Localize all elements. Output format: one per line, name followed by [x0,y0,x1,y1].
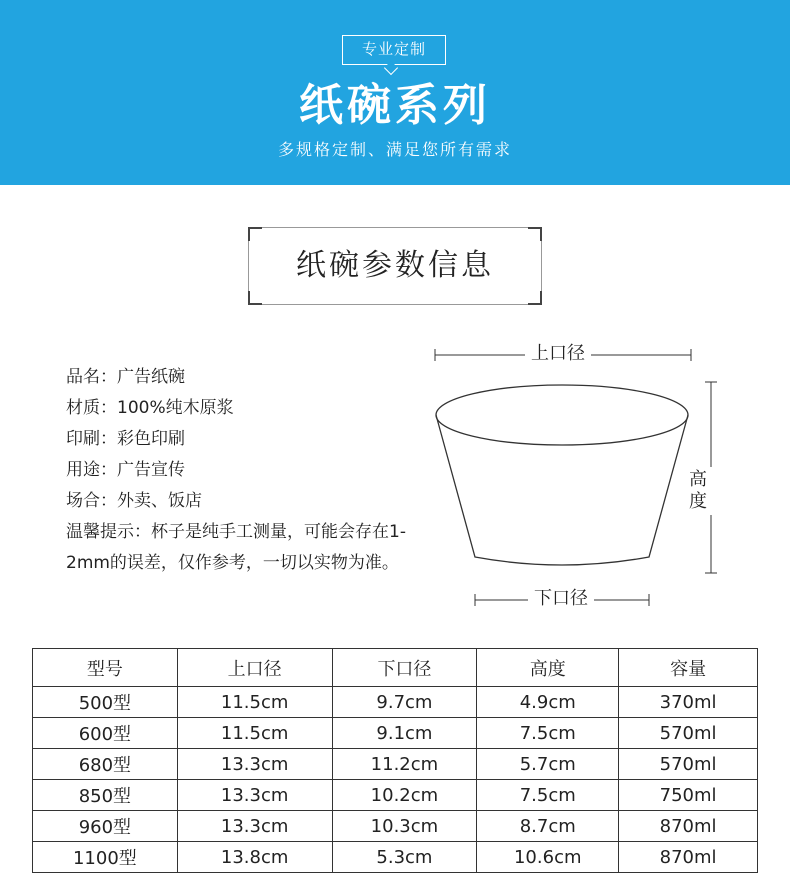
cell-model: 960型 [33,811,178,842]
bowl-diagram-svg [425,335,725,620]
cell-top-diameter: 13.8cm [177,842,332,873]
header-top-diameter: 上口径 [177,649,332,687]
cell-capacity: 750ml [619,780,758,811]
bowl-rim [436,385,688,445]
banner-subtitle: 多规格定制、满足您所有需求 [277,140,512,159]
info-name: 品名：广告纸碗 [66,367,185,387]
cell-height: 7.5cm [477,780,619,811]
table-row [33,749,758,780]
header-capacity: 容量 [619,649,758,687]
cell-top-diameter: 13.3cm [177,811,332,842]
cell-top-diameter: 11.5cm [177,687,332,718]
frame-corner [528,227,542,241]
cell-height: 7.5cm [477,718,619,749]
table-row [33,811,758,842]
cell-model: 1100型 [33,842,178,873]
cell-height: 8.7cm [477,811,619,842]
info-note: 温馨提示：杯子是纯手工测量，可能会存在1-2mm的误差，仅作参考，一切以实物为准。 [66,522,406,573]
cell-height: 10.6cm [477,842,619,873]
frame-edge [262,304,528,305]
cell-height: 4.9cm [477,687,619,718]
table-row [33,718,758,749]
header-banner [0,0,790,185]
bottom-diameter-label: 下口径 [528,588,594,610]
cell-capacity: 870ml [619,811,758,842]
cell-top-diameter: 13.3cm [177,749,332,780]
info-occasion: 场合：外卖、饭店 [66,491,202,511]
frame-corner [248,291,262,305]
frame-corner [248,227,262,241]
cell-model: 680型 [33,749,178,780]
header-height: 高度 [477,649,619,687]
frame-edge [541,241,542,291]
frame-edge [262,227,528,228]
cell-capacity: 370ml [619,687,758,718]
height-label: 高度 [687,467,725,515]
cell-bottom-diameter: 10.3cm [332,811,477,842]
top-diameter-label: 上口径 [525,343,591,365]
frame-corner [528,291,542,305]
cell-bottom-diameter: 5.3cm [332,842,477,873]
table-row [33,842,758,873]
cell-top-diameter: 13.3cm [177,780,332,811]
cell-model: 850型 [33,780,178,811]
header-model: 型号 [33,649,178,687]
cell-model: 500型 [33,687,178,718]
custom-tag: 专业定制 [342,35,446,65]
cell-model: 600型 [33,718,178,749]
banner-title: 纸碗系列 [299,80,491,131]
table-row [33,687,758,718]
cell-bottom-diameter: 10.2cm [332,780,477,811]
cell-capacity: 570ml [619,718,758,749]
info-material: 材质：100%纯木原浆 [66,398,234,418]
frame-edge [248,241,249,291]
cell-top-diameter: 11.5cm [177,718,332,749]
cell-bottom-diameter: 9.7cm [332,687,477,718]
cell-bottom-diameter: 9.1cm [332,718,477,749]
header-bottom-diameter: 下口径 [332,649,477,687]
section-heading-text: 纸碗参数信息 [296,248,494,283]
table-row [33,780,758,811]
spec-table [32,648,758,873]
section-heading [248,227,542,305]
info-usage: 用途：广告宣传 [66,460,185,480]
cell-height: 5.7cm [477,749,619,780]
info-printing: 印刷：彩色印刷 [66,429,185,449]
cell-bottom-diameter: 11.2cm [332,749,477,780]
product-info [66,362,438,579]
table-header-row [33,649,758,687]
cell-capacity: 570ml [619,749,758,780]
bowl-diagram [425,335,725,620]
cell-capacity: 870ml [619,842,758,873]
